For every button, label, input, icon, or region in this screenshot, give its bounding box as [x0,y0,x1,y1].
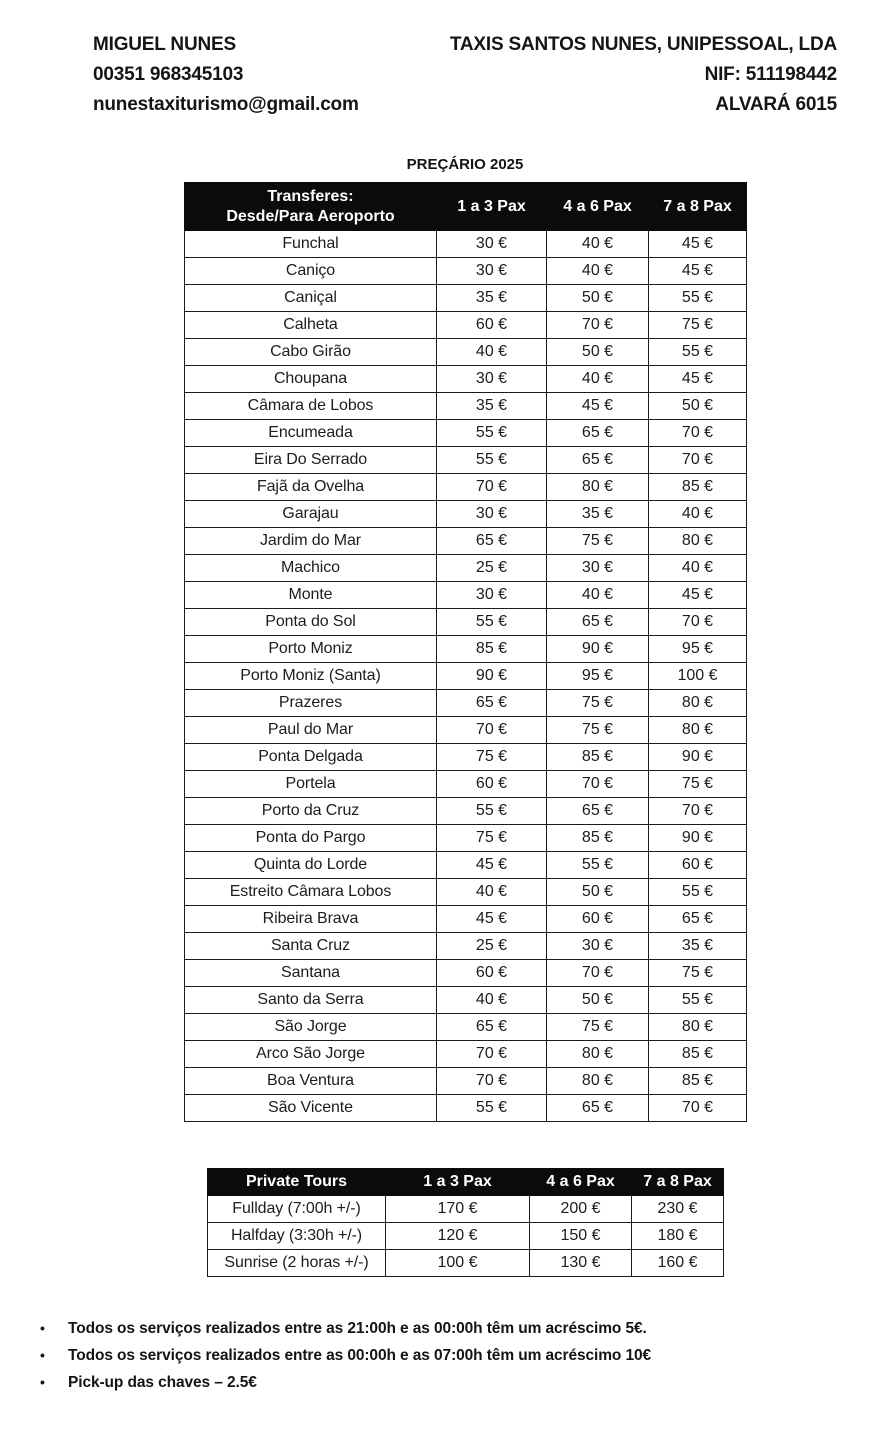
price-cell: 30 € [437,231,547,258]
destination-cell: Porto Moniz (Santa) [185,663,437,690]
footnote-text: Pick-up das chaves – 2.5€ [68,1374,257,1391]
price-cell: 45 € [649,258,747,285]
price-cell: 30 € [547,555,649,582]
destination-cell: Porto Moniz [185,636,437,663]
price-cell: 95 € [547,663,649,690]
price-cell: 80 € [649,717,747,744]
price-cell: 45 € [649,366,747,393]
price-cell: 25 € [437,555,547,582]
table-row [185,798,747,825]
bullet-icon: • [40,1374,45,1390]
table-row [185,339,747,366]
price-cell: 40 € [547,258,649,285]
price-cell: 70 € [649,447,747,474]
destination-cell: Jardim do Mar [185,528,437,555]
price-cell: 80 € [547,1068,649,1095]
price-cell: 75 € [547,717,649,744]
price-cell: 40 € [547,231,649,258]
price-cell: 45 € [649,582,747,609]
destination-cell: Encumeada [185,420,437,447]
destination-cell: Santana [185,960,437,987]
footnote-item [40,1342,887,1369]
price-cell: 80 € [649,690,747,717]
destination-cell: Monte [185,582,437,609]
contact-email: nunestaxiturismo@gmail.com [93,94,359,115]
price-cell: 55 € [437,447,547,474]
price-cell: 60 € [437,771,547,798]
price-cell: 30 € [547,933,649,960]
price-cell: 85 € [649,1041,747,1068]
price-cell: 35 € [437,285,547,312]
destination-cell: Porto da Cruz [185,798,437,825]
price-cell: 65 € [437,1014,547,1041]
table-row [185,825,747,852]
destination-cell: Prazeres [185,690,437,717]
table-row [185,528,747,555]
price-cell: 70 € [649,1095,747,1122]
destination-cell: Ponta do Sol [185,609,437,636]
price-cell: 35 € [649,933,747,960]
price-cell: 45 € [649,231,747,258]
table-row [185,420,747,447]
contact-phone: 00351 968345103 [93,64,244,85]
destination-cell: Garajau [185,501,437,528]
price-cell: 65 € [547,609,649,636]
destination-cell: Ribeira Brava [185,906,437,933]
destination-cell: Ponta do Pargo [185,825,437,852]
column-header-7a8pax: 7 a 8 Pax [649,183,747,231]
destination-cell: Paul do Mar [185,717,437,744]
price-cell: 55 € [649,339,747,366]
footnote-text: Todos os serviços realizados entre as 00:00h e as 07:00h têm um acréscimo 10€ [68,1347,652,1364]
destination-cell: Câmara de Lobos [185,393,437,420]
price-cell: 40 € [437,987,547,1014]
price-cell: 55 € [437,420,547,447]
price-cell: 50 € [649,393,747,420]
price-cell: 75 € [437,825,547,852]
bullet-icon: • [40,1320,45,1336]
private-tours-table [207,1168,724,1277]
destination-cell: São Jorge [185,1014,437,1041]
contact-name: MIGUEL NUNES [93,34,236,55]
table-row [185,1068,747,1095]
price-cell: 30 € [437,366,547,393]
tours-column-header-7a8pax: 7 a 8 Pax [632,1169,724,1196]
price-cell: 80 € [547,474,649,501]
transfers-header-line2: Desde/Para Aeroporto [226,207,395,225]
destination-cell: Santo da Serra [185,987,437,1014]
destination-cell: Boa Ventura [185,1068,437,1095]
table-row [185,771,747,798]
destination-cell: Funchal [185,231,437,258]
price-cell: 35 € [437,393,547,420]
destination-cell: Eira Do Serrado [185,447,437,474]
price-cell: 200 € [530,1196,632,1223]
table-row [185,960,747,987]
table-row [185,987,747,1014]
table-row [185,501,747,528]
price-cell: 70 € [547,771,649,798]
price-cell: 75 € [547,1014,649,1041]
price-cell: 55 € [547,852,649,879]
destination-cell: Caniço [185,258,437,285]
destination-cell: Caniçal [185,285,437,312]
table-row [185,474,747,501]
price-cell: 65 € [437,690,547,717]
price-cell: 50 € [547,285,649,312]
private-tours-table-header [208,1169,724,1196]
destination-cell: Machico [185,555,437,582]
destination-cell: Ponta Delgada [185,744,437,771]
table-row [185,717,747,744]
price-cell: 40 € [547,366,649,393]
company-block [450,30,837,120]
price-cell: 40 € [649,501,747,528]
price-cell: 70 € [649,609,747,636]
destination-cell: Estreito Câmara Lobos [185,879,437,906]
price-cell: 100 € [386,1250,530,1277]
column-header-1a3pax: 1 a 3 Pax [437,183,547,231]
price-cell: 30 € [437,582,547,609]
price-cell: 55 € [649,285,747,312]
transfers-table-body [185,231,747,1122]
price-cell: 50 € [547,987,649,1014]
price-cell: 70 € [649,420,747,447]
price-cell: 70 € [437,474,547,501]
transfers-table [184,182,747,1122]
price-cell: 30 € [437,501,547,528]
table-row [185,1014,747,1041]
transfers-header-label [185,183,437,231]
price-cell: 55 € [649,879,747,906]
contact-block [93,30,359,120]
destination-cell: Santa Cruz [185,933,437,960]
price-cell: 65 € [547,447,649,474]
price-cell: 70 € [437,1068,547,1095]
price-cell: 85 € [547,825,649,852]
table-row [185,1095,747,1122]
table-row [185,690,747,717]
footnote-item [40,1369,887,1396]
price-cell: 90 € [437,663,547,690]
price-cell: 50 € [547,879,649,906]
price-cell: 40 € [437,339,547,366]
price-cell: 75 € [649,960,747,987]
tour-name-cell: Fullday (7:00h +/-) [208,1196,386,1223]
price-cell: 75 € [649,312,747,339]
price-cell: 65 € [437,528,547,555]
price-cell: 90 € [547,636,649,663]
company-nif: NIF: 511198442 [704,64,837,85]
table-row [185,285,747,312]
table-row [185,447,747,474]
table-row [185,852,747,879]
table-row [185,555,747,582]
price-cell: 55 € [437,609,547,636]
destination-cell: Quinta do Lorde [185,852,437,879]
price-cell: 80 € [649,528,747,555]
table-row [208,1196,724,1223]
destination-cell: Calheta [185,312,437,339]
page-title: PREÇÁRIO 2025 [406,156,524,173]
price-cell: 40 € [649,555,747,582]
price-cell: 160 € [632,1250,724,1277]
footnote-item [40,1315,887,1342]
price-cell: 230 € [632,1196,724,1223]
destination-cell: São Vicente [185,1095,437,1122]
price-cell: 100 € [649,663,747,690]
tours-column-header-4a6pax: 4 a 6 Pax [530,1169,632,1196]
table-row [185,393,747,420]
price-cell: 55 € [437,798,547,825]
price-cell: 65 € [649,906,747,933]
price-cell: 180 € [632,1223,724,1250]
price-cell: 70 € [437,717,547,744]
price-cell: 50 € [547,339,649,366]
price-cell: 30 € [437,258,547,285]
price-cell: 40 € [437,879,547,906]
destination-cell: Arco São Jorge [185,1041,437,1068]
footnotes [40,1315,887,1396]
tour-name-cell: Sunrise (2 horas +/-) [208,1250,386,1277]
price-cell: 65 € [547,798,649,825]
price-cell: 85 € [649,474,747,501]
price-cell: 45 € [437,852,547,879]
price-cell: 55 € [437,1095,547,1122]
table-row [185,1041,747,1068]
price-cell: 150 € [530,1223,632,1250]
destination-cell: Cabo Girão [185,339,437,366]
price-cell: 90 € [649,825,747,852]
price-cell: 75 € [437,744,547,771]
price-cell: 60 € [437,960,547,987]
price-cell: 85 € [437,636,547,663]
tours-column-header-1a3pax: 1 a 3 Pax [386,1169,530,1196]
table-row [185,366,747,393]
destination-cell: Fajã da Ovelha [185,474,437,501]
table-row [185,312,747,339]
price-cell: 60 € [547,906,649,933]
table-row [185,231,747,258]
price-cell: 90 € [649,744,747,771]
price-cell: 65 € [547,1095,649,1122]
destination-cell: Choupana [185,366,437,393]
price-cell: 95 € [649,636,747,663]
private-tours-table-body [208,1196,724,1277]
price-cell: 40 € [547,582,649,609]
price-cell: 85 € [649,1068,747,1095]
price-cell: 75 € [547,690,649,717]
price-cell: 60 € [649,852,747,879]
price-cell: 55 € [649,987,747,1014]
price-cell: 70 € [649,798,747,825]
price-cell: 70 € [547,312,649,339]
table-row [185,879,747,906]
table-row [185,744,747,771]
letterhead [0,0,887,120]
price-cell: 70 € [547,960,649,987]
bullet-icon: • [40,1347,45,1363]
price-cell: 130 € [530,1250,632,1277]
table-row [185,636,747,663]
price-cell: 85 € [547,744,649,771]
footnote-text: Todos os serviços realizados entre as 21:00h e as 00:00h têm um acréscimo 5€. [68,1320,647,1337]
price-cell: 45 € [547,393,649,420]
table-row [208,1250,724,1277]
price-cell: 75 € [649,771,747,798]
table-row [185,582,747,609]
transfers-table-header [185,183,747,231]
tour-name-cell: Halfday (3:30h +/-) [208,1223,386,1250]
price-cell: 65 € [547,420,649,447]
price-cell: 35 € [547,501,649,528]
price-cell: 120 € [386,1223,530,1250]
table-row [185,933,747,960]
private-tours-header-label: Private Tours [208,1169,386,1196]
price-cell: 70 € [437,1041,547,1068]
table-row [185,906,747,933]
table-row [185,663,747,690]
company-name: TAXIS SANTOS NUNES, UNIPESSOAL, LDA [449,34,837,55]
table-row [185,258,747,285]
table-row [185,609,747,636]
destination-cell: Portela [185,771,437,798]
price-cell: 170 € [386,1196,530,1223]
price-cell: 80 € [649,1014,747,1041]
price-cell: 80 € [547,1041,649,1068]
company-alvara: ALVARÁ 6015 [715,94,837,115]
column-header-4a6pax: 4 a 6 Pax [547,183,649,231]
price-cell: 45 € [437,906,547,933]
price-cell: 75 € [547,528,649,555]
table-row [208,1223,724,1250]
price-cell: 60 € [437,312,547,339]
transfers-header-line1: Transferes: [267,187,354,205]
price-cell: 25 € [437,933,547,960]
